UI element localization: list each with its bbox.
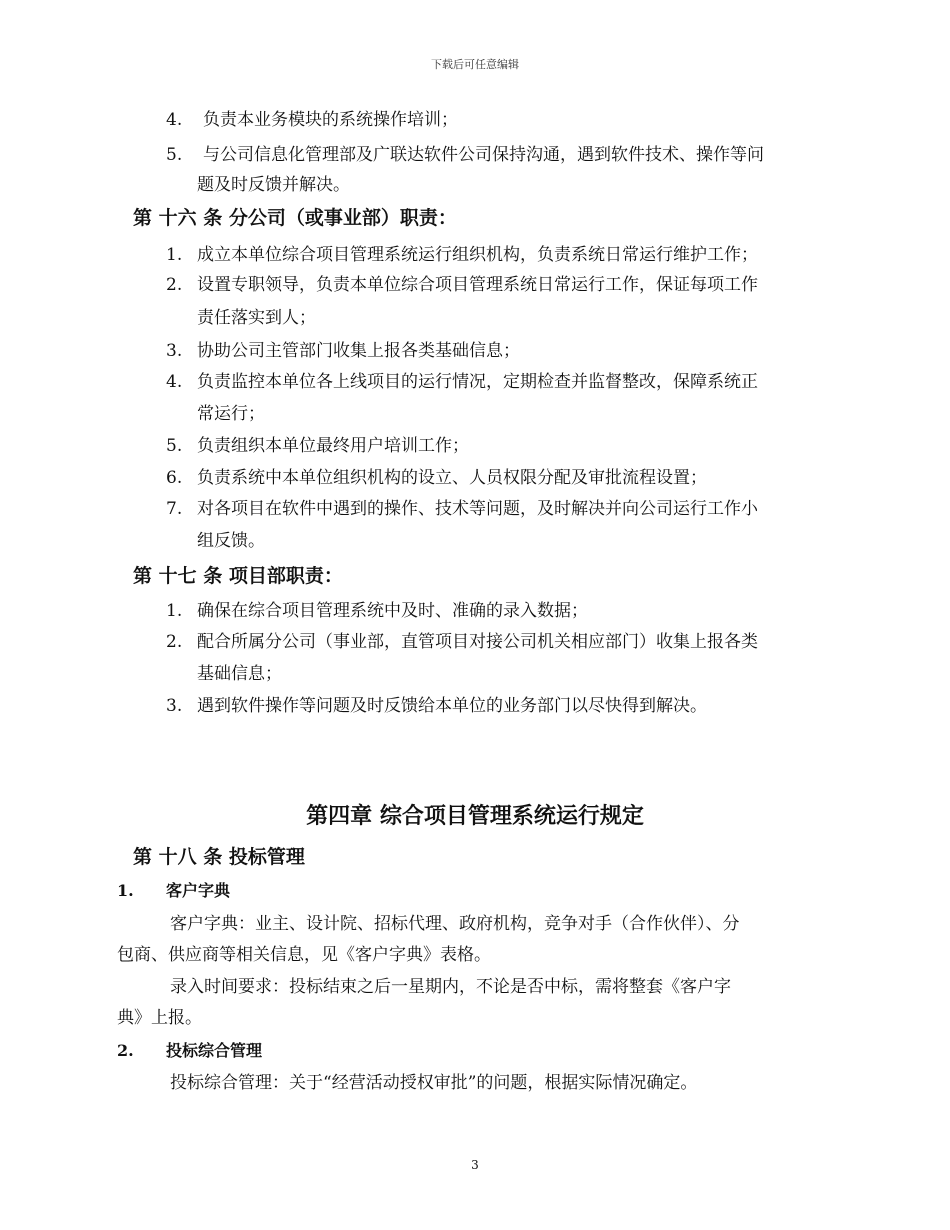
article-17-title: 第 十七 条 项目部职责： [133, 565, 343, 587]
list-item-text-continued: 责任落实到人； [197, 308, 316, 328]
chapter-title: 第四章 综合项目管理系统运行规定 [306, 804, 644, 829]
paragraph-line: 包商、供应商等相关信息，见《客户字典》表格。 [117, 945, 491, 965]
list-item-number: 7. [166, 499, 183, 519]
list-item-number: 3. [166, 341, 183, 361]
page-number: 3 [471, 1158, 479, 1172]
article-18-title: 第 十八 条 投标管理 [133, 846, 305, 868]
list-item-text: 设置专职领导，负责本单位综合项目管理系统日常运行工作，保证每项工作 [197, 275, 758, 295]
list-item-text: 负责组织本单位最终用户培训工作； [197, 436, 469, 456]
paragraph-line: 典》上报。 [117, 1008, 202, 1028]
list-item-text-continued: 常运行； [197, 404, 265, 424]
list-item-number: 2. [166, 632, 183, 652]
list-item-number: 1. [166, 245, 183, 265]
list-item-text: 配合所属分公司（事业部，直管项目对接公司机关相应部门）收集上报各类 [197, 632, 758, 652]
list-item-text-continued: 题及时反馈并解决。 [197, 175, 350, 195]
section-title: 投标综合管理 [166, 1041, 263, 1060]
list-item-number: 2. [166, 275, 183, 295]
section-title: 客户字典 [166, 881, 231, 900]
list-item-text: 成立本单位综合项目管理系统运行组织机构，负责系统日常运行维护工作； [197, 245, 758, 265]
list-item-text: 负责监控本单位各上线项目的运行情况，定期检查并监督整改，保障系统正 [197, 372, 758, 392]
list-item-text-continued: 基础信息； [197, 664, 282, 684]
paragraph-line: 客户字典：业主、设计院、招标代理、政府机构，竞争对手（合作伙伴）、分 [170, 914, 740, 934]
list-item-number: 6. [166, 468, 183, 488]
list-item-text: 遇到软件操作等问题及时反馈给本单位的业务部门以尽快得到解决。 [197, 696, 707, 716]
list-item-number: 5. [166, 145, 183, 165]
list-item-text: 与公司信息化管理部及广联达软件公司保持沟通，遇到软件技术、操作等问 [203, 145, 764, 165]
list-item-text: 负责系统中本单位组织机构的设立、人员权限分配及审批流程设置； [197, 468, 707, 488]
list-item-text: 对各项目在软件中遇到的操作、技术等问题，及时解决并向公司运行工作小 [197, 499, 758, 519]
list-item-number: 1. [166, 601, 183, 621]
list-item-number: 3. [166, 696, 183, 716]
section-number: 1. [117, 881, 134, 900]
page-header: 下载后可任意编辑 [431, 58, 519, 71]
paragraph-line: 投标综合管理：关于“经营活动授权审批”的问题，根据实际情况确定。 [170, 1073, 698, 1093]
article-16-title: 第 十六 条 分公司（或事业部）职责： [133, 207, 457, 229]
list-item-text-continued: 组反馈。 [197, 531, 265, 551]
list-item-number: 4. [166, 372, 183, 392]
section-number: 2. [117, 1041, 134, 1060]
paragraph-line: 录入时间要求：投标结束之后一星期内，不论是否中标，需将整套《客户字 [170, 977, 731, 997]
list-item-number: 5. [166, 436, 183, 456]
list-item-text: 确保在综合项目管理系统中及时、准确的录入数据； [197, 601, 588, 621]
list-item-number: 4. [166, 110, 183, 130]
list-item-text: 协助公司主管部门收集上报各类基础信息； [197, 341, 520, 361]
list-item-text: 负责本业务模块的系统操作培训； [203, 110, 458, 130]
